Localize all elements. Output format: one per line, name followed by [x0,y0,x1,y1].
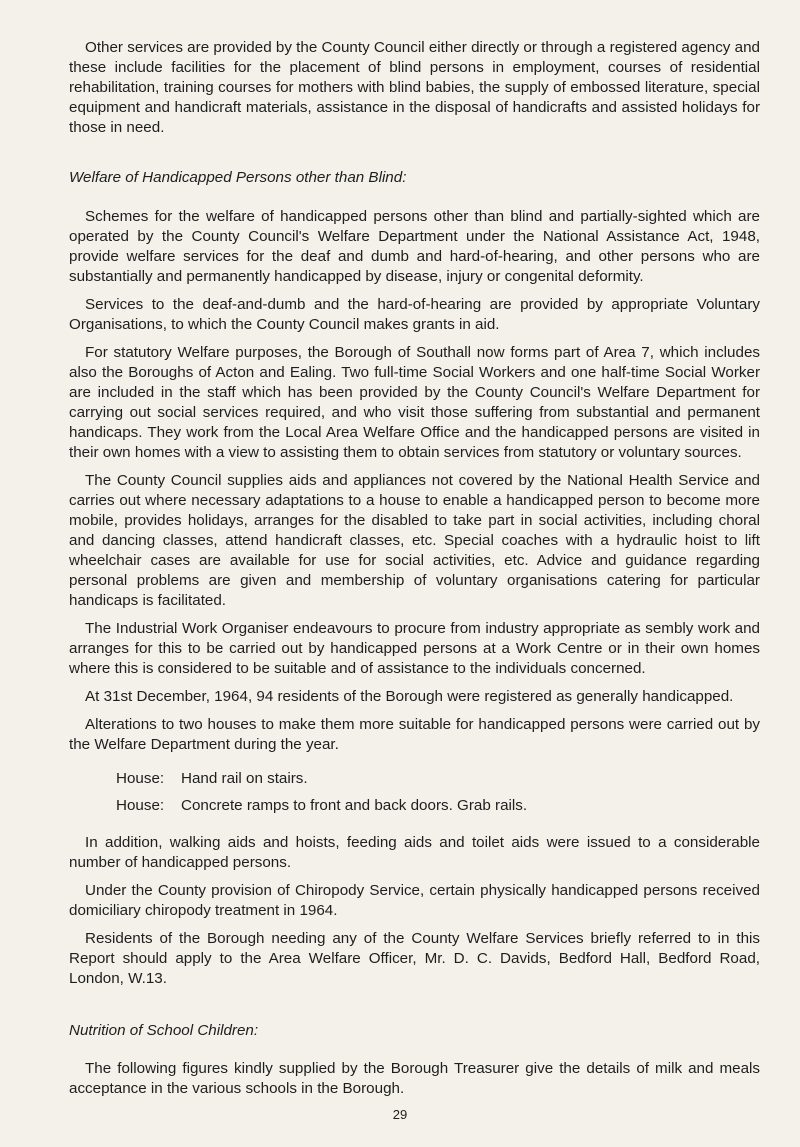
nutrition-heading: Nutrition of School Children: [69,1022,259,1039]
house-text: Concrete ramps to front and back doors. Grab rails. [181,797,528,814]
welfare-paragraph-5: The Industrial Work Organiser endeavours to procure from industry appropriate as sembly work and arranges for this to be carried out by handicapped persons at a Work Centre or in their own homes where this is considered to be suitable and of assistance to the individuals concerned. [69,620,760,677]
house-item [69,769,760,789]
welfare-after-paragraph-2: Under the County provision of Chiropody Service, certain physically handicapped persons received domiciliary chiropody treatment in 1964. [69,882,760,919]
welfare-paragraph-2: Services to the deaf-and-dumb and the hard-of-hearing are provided by appropriate Voluntary Organisations, to which the County Council makes grants in aid. [69,296,760,333]
welfare-paragraph-3: For statutory Welfare purposes, the Borough of Southall now forms part of Area 7, which includes also the Boroughs of Acton and Ealing. Two full-time Social Workers and one half-time Social Worker are included in the staff which has been provided by the County Council's Welfare Department for carrying out social services required, and who visit those suffering from substantial and permanent handicaps. They work from the Local Area Welfare Office and the handicapped persons are visited in their own homes with a view to assisting them to obtain services from statutory or voluntary sources. [69,344,760,461]
page-number: 29 [392,1107,408,1122]
welfare-after-paragraph-3: Residents of the Borough needing any of the County Welfare Services briefly referred to in this Report should apply to the Area Welfare Officer, Mr. D. C. Davids, Bedford Hall, Bedford Road, London, W.13. [69,930,760,987]
welfare-paragraph-4: The County Council supplies aids and appliances not covered by the National Health Service and carries out where necessary adaptations to a house to enable a handicapped person to become more mobile, provides holidays, arranges for the disabled to take part in social activities, including choral and dancing classes, attend handicraft classes, etc. Special coaches with a hydraulic hoist to lift wheelchair cases are available for use for social activities, etc. Advice and guidance regarding personal problems are given and membership of voluntary organisations catering for particular handicaps is facilitated. [69,472,760,609]
welfare-paragraph-1: Schemes for the welfare of handicapped persons other than blind and partially-sighted which are operated by the County Council's Welfare Department under the National Assistance Act, 1948, provide welfare services for the deaf and dumb and hard-of-hearing, and other persons who are substantially and permanently handicapped by disease, injury or congenital deformity. [69,208,760,285]
house-label: House: [116,770,165,787]
intro-paragraph: Other services are provided by the County Council either directly or through a registered agency and these include facilities for the placement of blind persons in employment, courses of residential rehabilitation, training courses for mothers with blind babies, the supply of embossed literature, special equipment and handicraft materials, assistance in the disposal of handicrafts and assisted holidays for those in need. [69,39,760,136]
nutrition-paragraph: The following figures kindly supplied by the Borough Treasurer give the details of milk and meals acceptance in the various schools in the Borough. [69,1060,760,1097]
welfare-paragraph-7: Alterations to two houses to make them more suitable for handicapped persons were carried out by the Welfare Department during the year. [69,716,760,753]
house-text: Hand rail on stairs. [181,770,308,787]
welfare-after-paragraph-1: In addition, walking aids and hoists, feeding aids and toilet aids were issued to a considerable number of handicapped persons. [69,834,760,871]
welfare-paragraph-6: At 31st December, 1964, 94 residents of the Borough were registered as generally handicapped. [85,688,734,705]
house-item [69,796,760,816]
welfare-heading: Welfare of Handicapped Persons other than Blind: [69,169,407,186]
house-label: House: [116,797,165,814]
